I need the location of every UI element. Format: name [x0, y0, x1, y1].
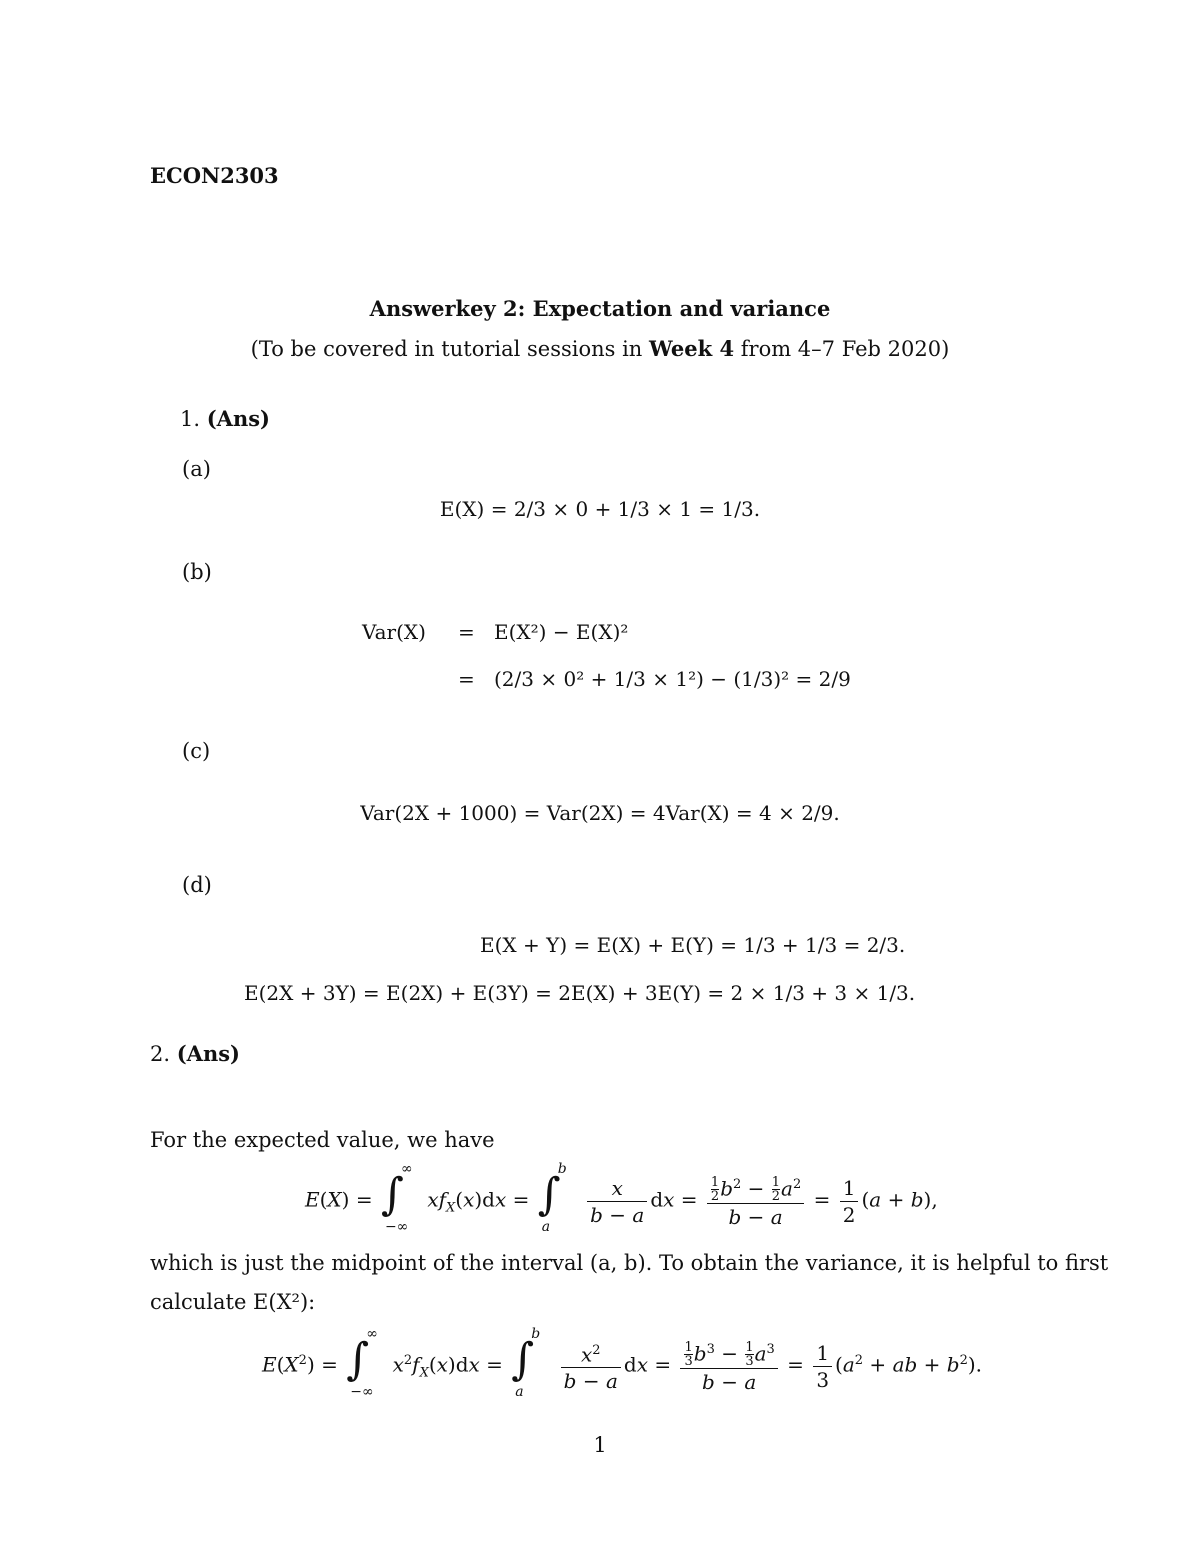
- q1-part-b-label: (b): [182, 560, 212, 584]
- q2-midpoint-text-2: calculate E(X²):: [150, 1290, 316, 1314]
- q1-equation-c: Var(2X + 1000) = Var(2X) = 4Var(X) = 4 × 2/9.: [360, 801, 840, 825]
- page-number: 1: [593, 1433, 607, 1457]
- q1-part-c-label: (c): [182, 739, 211, 763]
- q1-heading: [180, 406, 270, 431]
- q1-eq-b-rhs-1: E(X²) − E(X)²: [494, 620, 629, 644]
- equation-expected-value: E(X) = ∫ ∞ −∞ $xf_X(x)dx$ = ∫ b a $\frac{x}{b - a}$ dx = $\frac{1}{2}$ $b^2$ − $\frac{1}{2}$ $a^2$ b − a = $\frac{1}{2}$ (a + b),: [305, 1161, 938, 1235]
- q1-equation-d2: E(2X + 3Y) = E(2X) + E(3Y) = 2E(X) + 3E(Y) = 2 × 1/3 + 3 × 1/3.: [244, 981, 916, 1005]
- q2-number: 2.: [150, 1042, 171, 1066]
- q1-number: 1.: [180, 407, 201, 431]
- q2-heading: [150, 1041, 240, 1066]
- subtitle-bold: Week 4: [649, 336, 735, 361]
- document-subtitle: [0, 336, 1200, 361]
- q1-eq-b-rhs-2: (2/3 × 0² + 1/3 × 1²) − (1/3)² = 2/9: [494, 667, 851, 691]
- equation-second-moment: $E(X^2)$ = ∫ ∞ −∞ $x^2f_X(x)dx$ = ∫ b a $\frac{x^2}{b - a}$ dx = $\frac{1}{3}$ $b^3$ − $\frac{1}{3}$ $a^3$ b − a = $\frac{1}{3}$ ($a^2$ + ab + $b^2$).: [262, 1326, 983, 1400]
- q1-part-a-label: (a): [182, 457, 211, 481]
- document-title: [0, 296, 1200, 321]
- q1-equation-d1: E(X + Y) = E(X) + E(Y) = 1/3 + 1/3 = 2/3.: [480, 933, 906, 957]
- subtitle-prefix: (To be covered in tutorial sessions in: [250, 337, 650, 361]
- q2-intro-text: For the expected value, we have: [150, 1128, 495, 1152]
- course-code: ECON2303: [150, 163, 279, 188]
- q1-eq-b-equals-1: =: [458, 620, 475, 644]
- q1-eq-b-equals-2: =: [458, 667, 475, 691]
- q1-equation-a: E(X) = 2/3 × 0 + 1/3 × 1 = 1/3.: [439, 497, 761, 521]
- q1-part-d-label: (d): [182, 873, 212, 897]
- subtitle-suffix: from 4–7 Feb 2020): [734, 337, 950, 361]
- q1-eq-b-lhs: Var(X): [362, 620, 426, 644]
- q1-ans-label: (Ans): [206, 406, 270, 431]
- q2-ans-label: (Ans): [176, 1041, 240, 1066]
- title-text: Answerkey 2: Expectation and variance: [369, 296, 831, 321]
- q2-midpoint-text-1: which is just the midpoint of the interval (a, b). To obtain the variance, it is helpful to first: [150, 1251, 1109, 1275]
